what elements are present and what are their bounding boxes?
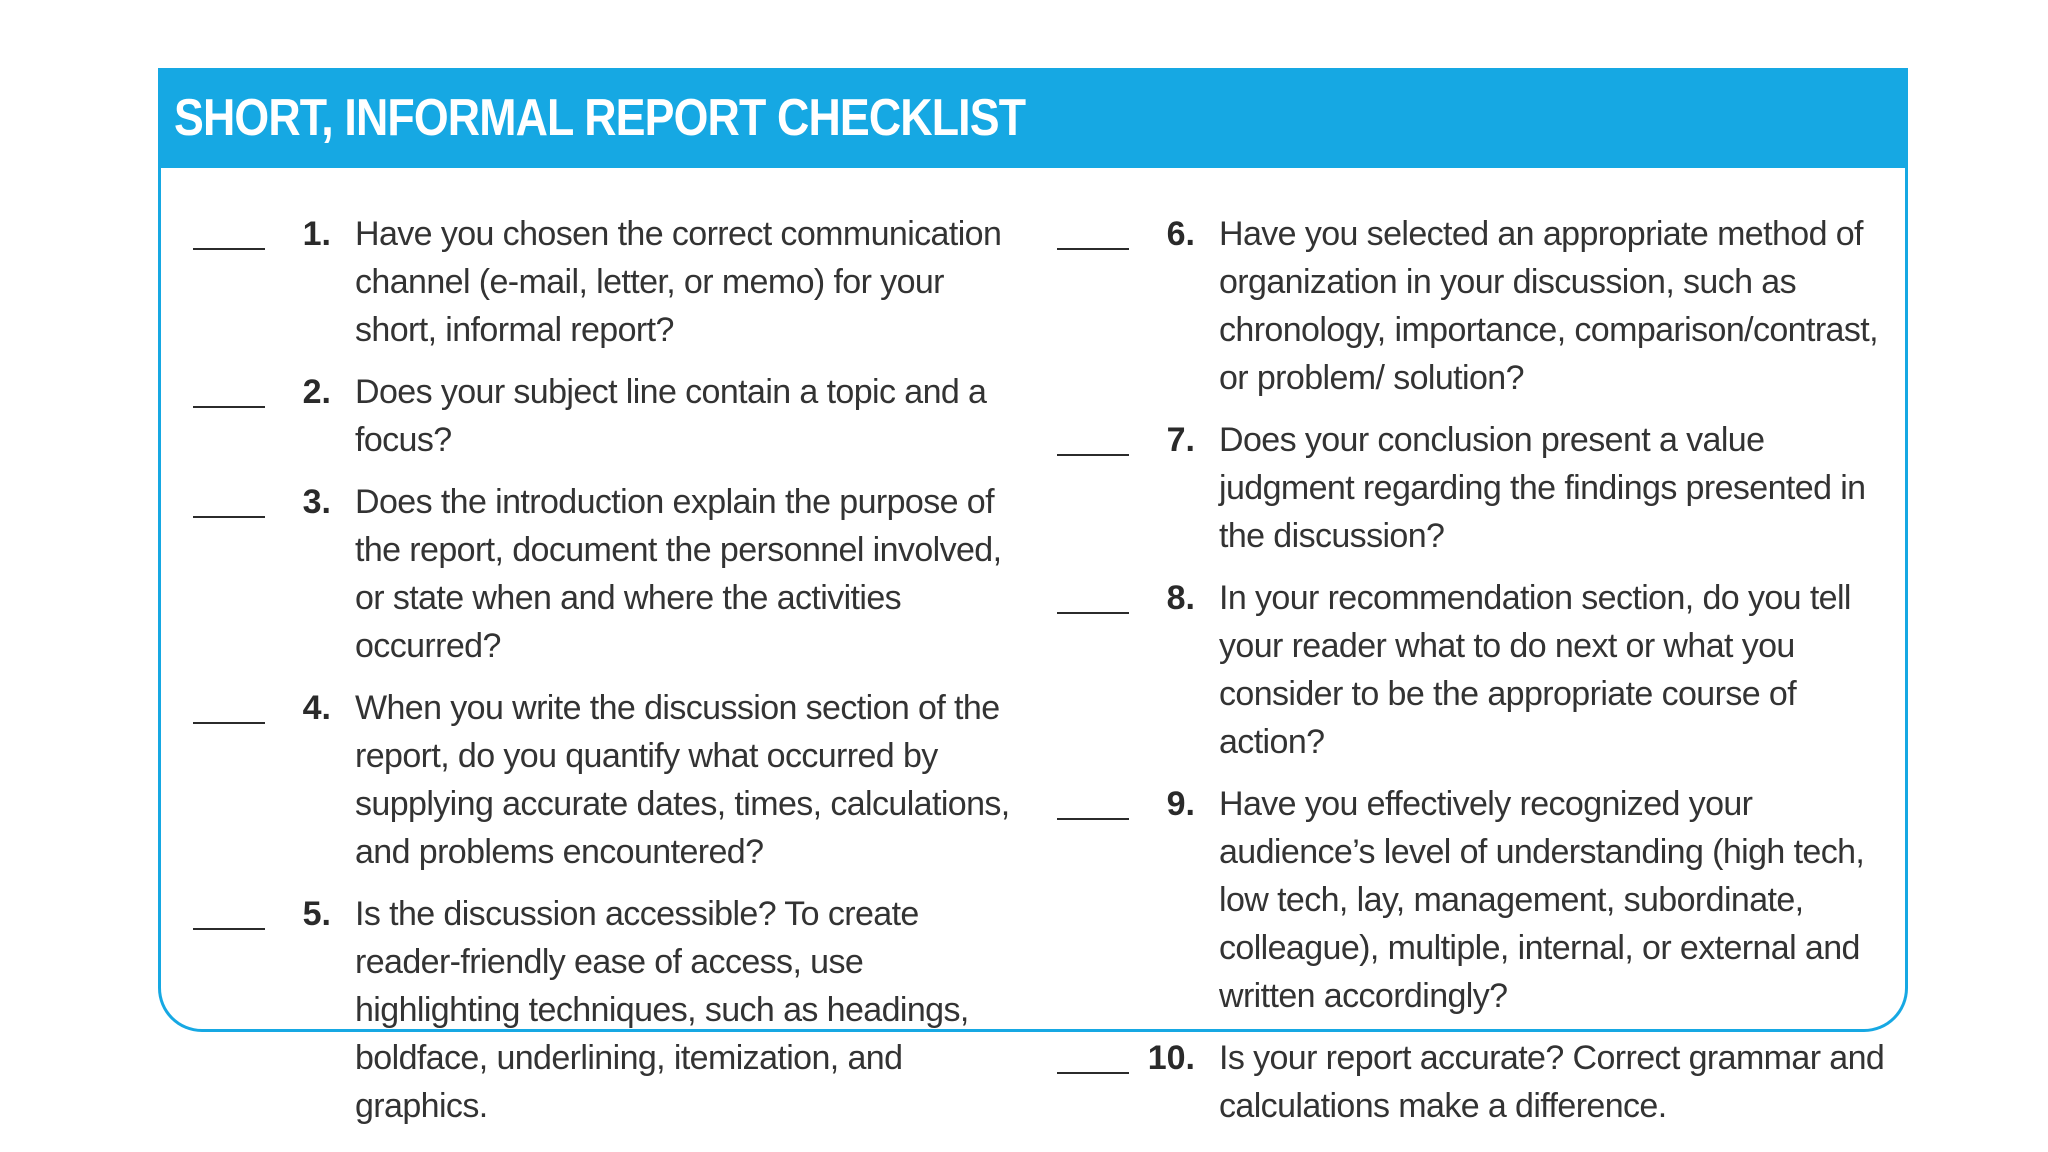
item-number-8: 8. <box>1166 579 1195 617</box>
check-blank-4[interactable] <box>193 684 265 724</box>
checklist-title: SHORT, INFORMAL REPORT CHECKLIST <box>174 89 1026 147</box>
checklist-item-4 <box>193 684 1023 876</box>
check-blank-6[interactable] <box>1057 210 1129 250</box>
item-text-2: Does your subject line contain a topic and a focus? <box>355 373 987 459</box>
item-text-8: In your recommendation section, do you tell your reader what to do next or what you consider to be the appropriate course of action? <box>1219 579 1851 761</box>
checklist-item-7 <box>1057 416 1903 560</box>
item-text-3: Does the introduction explain the purpose of the report, document the personnel involved, or state when and where the activities occurred? <box>355 483 1002 665</box>
item-text-7: Does your conclusion present a value judgment regarding the findings presented in the discussion? <box>1219 421 1866 555</box>
check-blank-5[interactable] <box>193 890 265 930</box>
checklist-item-8 <box>1057 574 1903 766</box>
item-number-2: 2. <box>302 373 331 411</box>
item-number-5: 5. <box>302 895 331 933</box>
checklist-item-6 <box>1057 210 1903 402</box>
item-text-4: When you write the discussion section of the report, do you quantify what occurred by supplying accurate dates, times, calculations, and problems encountered? <box>355 689 1010 871</box>
item-number-9: 9. <box>1166 785 1195 823</box>
check-blank-3[interactable] <box>193 478 265 518</box>
left-column <box>193 210 1023 1144</box>
check-blank-1[interactable] <box>193 210 265 250</box>
item-text-5: Is the discussion accessible? To create reader-friendly ease of access, use highlighting techniques, such as headings, boldface, underlining, itemization, and graphics. <box>355 895 969 1125</box>
checklist-item-5 <box>193 890 1023 1130</box>
checklist-item-3 <box>193 478 1023 670</box>
checklist-item-1 <box>193 210 1023 354</box>
checklist-card <box>158 68 1908 1125</box>
item-number-3: 3. <box>302 483 331 521</box>
item-number-6: 6. <box>1166 215 1195 253</box>
item-number-4: 4. <box>302 689 331 727</box>
checklist-item-10 <box>1057 1034 1903 1130</box>
item-text-6: Have you selected an appropriate method of organization in your discussion, such as chronology, importance, comparison/contrast, or problem/ solution? <box>1219 215 1878 397</box>
check-blank-10[interactable] <box>1057 1034 1129 1074</box>
check-blank-2[interactable] <box>193 368 265 408</box>
item-text-1: Have you chosen the correct communication channel (e-mail, letter, or memo) for your short, informal report? <box>355 215 1002 349</box>
item-number-7: 7. <box>1166 421 1195 459</box>
checklist-item-2 <box>193 368 1023 464</box>
checklist-header <box>158 68 1908 168</box>
checklist-item-9 <box>1057 780 1903 1020</box>
check-blank-7[interactable] <box>1057 416 1129 456</box>
item-text-9: Have you effectively recognized your audience’s level of understanding (high tech, low tech, lay, management, subordinate, colleague), multiple, internal, or external and written accordingly? <box>1219 785 1865 1015</box>
right-column <box>1057 210 1903 1144</box>
check-blank-9[interactable] <box>1057 780 1129 820</box>
item-number-10: 10. <box>1147 1039 1195 1077</box>
item-number-1: 1. <box>302 215 331 253</box>
check-blank-8[interactable] <box>1057 574 1129 614</box>
item-text-10: Is your report accurate? Correct grammar and calculations make a difference. <box>1219 1039 1885 1125</box>
